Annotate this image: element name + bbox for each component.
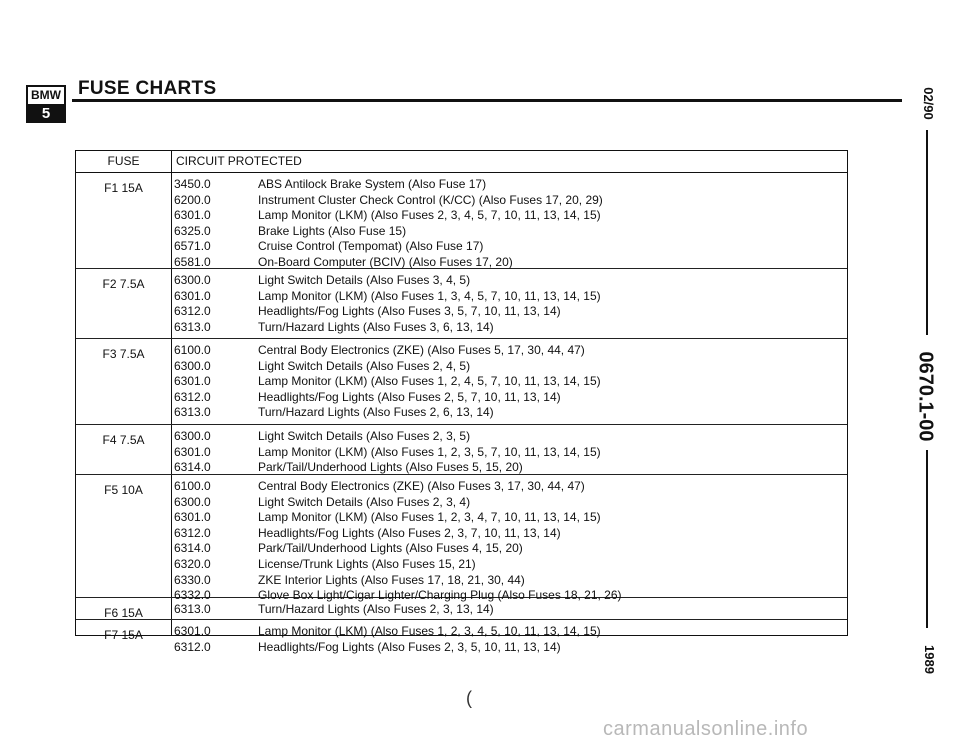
- circuit-code: 6300.0: [174, 429, 211, 443]
- circuit-description: Light Switch Details (Also Fuses 2, 3, 4): [258, 494, 471, 509]
- circuit-list: [174, 479, 622, 604]
- fuse-group: [76, 339, 847, 425]
- fuse-group: [76, 475, 847, 603]
- circuit-row: [174, 208, 603, 224]
- fuse-group: [76, 173, 847, 269]
- circuit-row: [174, 224, 603, 240]
- page-title: FUSE CHARTS: [78, 78, 217, 99]
- header-circuit: CIRCUIT PROTECTED: [176, 154, 302, 168]
- circuit-code: 6301.0: [174, 208, 211, 223]
- circuit-description: Cruise Control (Tempomat) (Also Fuse 17): [258, 239, 484, 254]
- circuit-code: 6313.0: [174, 319, 211, 334]
- stray-mark: (: [466, 688, 472, 708]
- circuit-description: Lamp Monitor (LKM) (Also Fuses 1, 2, 4, 5, 7, 10, 11, 13, 14, 15): [258, 374, 601, 389]
- circuit-row: [174, 526, 622, 542]
- circuit-code: 6100.0: [174, 479, 211, 493]
- circuit-row: [174, 640, 601, 656]
- circuit-description: Lamp Monitor (LKM) (Also Fuses 1, 2, 3, 4, 7, 10, 11, 13, 14, 15): [258, 510, 601, 525]
- circuit-description: Lamp Monitor (LKM) (Also Fuses 1, 2, 3, 5, 7, 10, 11, 13, 14, 15): [258, 444, 601, 459]
- circuit-description: Lamp Monitor (LKM) (Also Fuses 2, 3, 4, 5, 7, 10, 11, 13, 14, 15): [258, 208, 601, 223]
- circuit-description: Light Switch Details (Also Fuses 3, 4, 5): [258, 273, 471, 287]
- header-fuse: FUSE: [107, 154, 140, 168]
- circuit-code: 6301.0: [174, 288, 211, 303]
- circuit-code: 6300.0: [174, 273, 211, 287]
- side-line-middle: [926, 450, 928, 628]
- circuit-description: Park/Tail/Underhood Lights (Also Fuses 5, 15, 20): [258, 460, 523, 475]
- fuse-group: [76, 620, 847, 654]
- circuit-description: Lamp Monitor (LKM) (Also Fuses 1, 2, 3, 4, 5, 10, 11, 13, 14, 15): [258, 624, 601, 638]
- circuit-row: [174, 429, 601, 445]
- circuit-row: [174, 193, 603, 209]
- circuit-description: Brake Lights (Also Fuse 15): [258, 223, 407, 238]
- side-year: 1989: [921, 645, 937, 674]
- circuit-code: 6301.0: [174, 510, 211, 525]
- circuit-row: [174, 304, 601, 320]
- circuit-code: 6312.0: [174, 389, 211, 404]
- fuse-label: F4 7.5A: [102, 433, 145, 447]
- fuse-label: F3 7.5A: [102, 347, 145, 361]
- circuit-code: 6314.0: [174, 541, 211, 556]
- table-header: [76, 151, 847, 173]
- circuit-description: On-Board Computer (BCIV) (Also Fuses 17, 20): [258, 254, 513, 269]
- circuit-code: 6320.0: [174, 556, 211, 571]
- side-section: 0670.1-00: [914, 351, 937, 442]
- circuit-row: [174, 374, 601, 390]
- circuit-description: Headlights/Fog Lights (Also Fuses 2, 5, 7, 10, 11, 13, 14): [258, 389, 561, 404]
- circuit-code: 6312.0: [174, 304, 211, 319]
- circuit-row: [174, 239, 603, 255]
- fuse-group: [76, 269, 847, 339]
- bmw-logo: [26, 85, 66, 123]
- circuit-list: [174, 343, 601, 421]
- circuit-row: [174, 343, 601, 359]
- circuit-code: 6100.0: [174, 343, 211, 357]
- logo-badge-bottom: 5: [26, 105, 66, 123]
- circuit-row: [174, 479, 622, 495]
- circuit-code: 6300.0: [174, 494, 211, 509]
- circuit-row: [174, 624, 601, 640]
- fuse-group: [76, 425, 847, 475]
- logo-badge-top: BMW: [26, 85, 66, 106]
- circuit-row: [174, 541, 622, 557]
- side-date: 02/90: [920, 87, 936, 120]
- circuit-description: Park/Tail/Underhood Lights (Also Fuses 4, 15, 20): [258, 541, 523, 556]
- circuit-row: [174, 289, 601, 305]
- circuit-row: [174, 495, 622, 511]
- circuit-row: [174, 405, 601, 421]
- fuse-label: F2 7.5A: [102, 277, 145, 291]
- fuse-table: [75, 150, 848, 654]
- circuit-code: 6313.0: [174, 602, 211, 616]
- fuse-label: F7 15A: [104, 628, 143, 642]
- circuit-description: License/Trunk Lights (Also Fuses 15, 21): [258, 556, 476, 571]
- circuit-code: 6325.0: [174, 223, 211, 238]
- circuit-code: 6312.0: [174, 639, 211, 654]
- circuit-description: Headlights/Fog Lights (Also Fuses 2, 3, 5, 10, 11, 13, 14): [258, 639, 561, 654]
- circuit-row: [174, 359, 601, 375]
- title-rule: [72, 99, 902, 102]
- circuit-description: ABS Antilock Brake System (Also Fuse 17): [258, 177, 487, 191]
- circuit-row: [174, 510, 622, 526]
- circuit-row: [174, 320, 601, 336]
- circuit-code: 6581.0: [174, 254, 211, 269]
- fuse-group: [76, 598, 847, 620]
- circuit-description: Central Body Electronics (ZKE) (Also Fuses 5, 17, 30, 44, 47): [258, 343, 585, 357]
- circuit-description: Instrument Cluster Check Control (K/CC) (Also Fuses 17, 20, 29): [258, 192, 603, 207]
- circuit-row: [174, 390, 601, 406]
- circuit-list: [174, 429, 601, 476]
- circuit-code: 6300.0: [174, 358, 211, 373]
- circuit-row: [174, 557, 622, 573]
- circuit-description: Turn/Hazard Lights (Also Fuses 3, 6, 13, 14): [258, 319, 494, 334]
- circuit-row: [174, 177, 603, 193]
- circuit-row: [174, 273, 601, 289]
- side-line-top: [926, 130, 928, 335]
- circuit-description: ZKE Interior Lights (Also Fuses 17, 18, 21, 30, 44): [258, 572, 525, 587]
- circuit-row: [174, 460, 601, 476]
- circuit-code: 6571.0: [174, 239, 211, 254]
- circuit-code: 6301.0: [174, 444, 211, 459]
- fuse-label: F6 15A: [104, 606, 143, 620]
- circuit-code: 6314.0: [174, 460, 211, 475]
- circuit-list: [174, 177, 603, 271]
- circuit-code: 6200.0: [174, 192, 211, 207]
- fuse-label: F1 15A: [104, 181, 143, 195]
- circuit-description: Lamp Monitor (LKM) (Also Fuses 1, 3, 4, 5, 7, 10, 11, 13, 14, 15): [258, 288, 601, 303]
- circuit-row: [174, 573, 622, 589]
- circuit-list: [174, 273, 601, 335]
- circuit-code: 6313.0: [174, 405, 211, 420]
- circuit-description: Glove Box Light/Cigar Lighter/Charging Plug (Also Fuses 18, 21, 26): [258, 588, 622, 603]
- circuit-code: 6332.0: [174, 588, 211, 603]
- circuit-description: Central Body Electronics (ZKE) (Also Fuses 3, 17, 30, 44, 47): [258, 479, 585, 493]
- circuit-code: 6330.0: [174, 572, 211, 587]
- circuit-code: 6312.0: [174, 525, 211, 540]
- circuit-list: [174, 602, 494, 618]
- circuit-code: 6301.0: [174, 624, 211, 638]
- circuit-description: Light Switch Details (Also Fuses 2, 4, 5): [258, 358, 471, 373]
- circuit-description: Light Switch Details (Also Fuses 2, 3, 5): [258, 429, 471, 443]
- circuit-row: [174, 445, 601, 461]
- circuit-code: 3450.0: [174, 177, 211, 191]
- circuit-list: [174, 624, 601, 655]
- watermark: carmanualsonline.info: [603, 718, 809, 740]
- circuit-description: Turn/Hazard Lights (Also Fuses 2, 6, 13, 14): [258, 405, 494, 420]
- circuit-description: Headlights/Fog Lights (Also Fuses 2, 3, 7, 10, 11, 13, 14): [258, 525, 561, 540]
- circuit-row: [174, 602, 494, 618]
- circuit-description: Headlights/Fog Lights (Also Fuses 3, 5, 7, 10, 11, 13, 14): [258, 304, 561, 319]
- fuse-label: F5 10A: [104, 483, 143, 497]
- circuit-code: 6301.0: [174, 374, 211, 389]
- circuit-description: Turn/Hazard Lights (Also Fuses 2, 3, 13, 14): [258, 602, 494, 616]
